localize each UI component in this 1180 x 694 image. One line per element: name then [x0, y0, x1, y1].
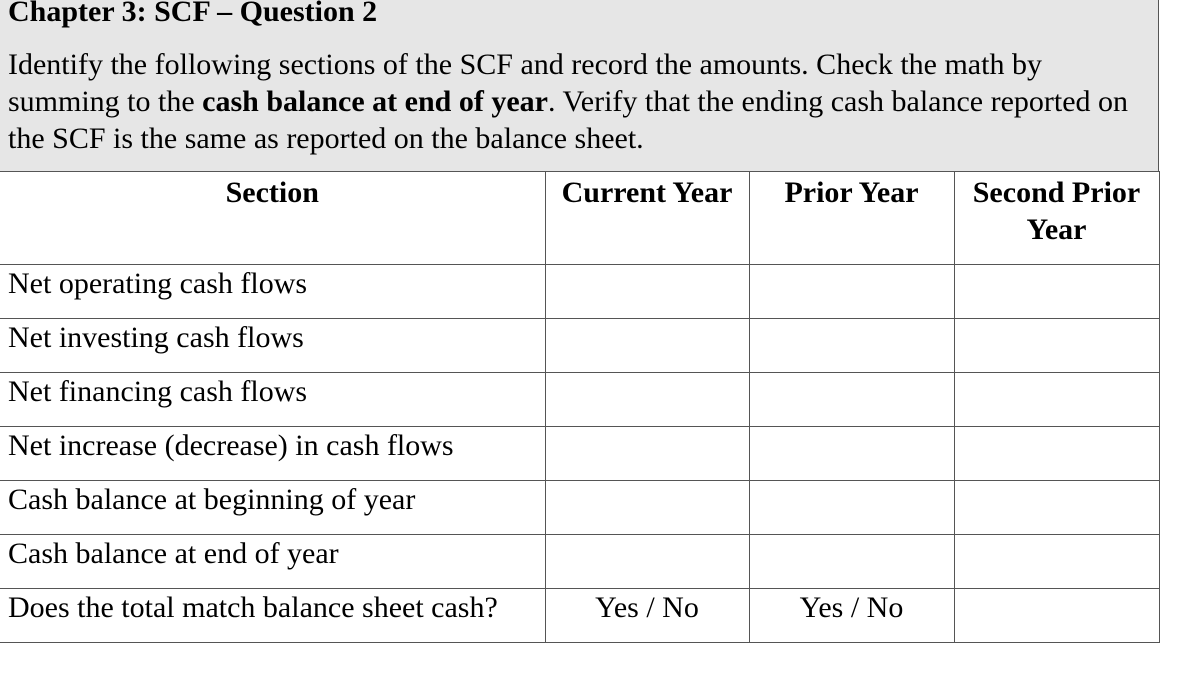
row-label: Does the total match balance sheet cash? [0, 589, 545, 643]
second-prior-year-cell[interactable] [954, 589, 1159, 643]
current-year-cell[interactable] [545, 481, 749, 535]
prior-year-cell[interactable] [749, 319, 954, 373]
instructions-bold: cash balance at end of year [202, 85, 548, 118]
question-header [0, 0, 1159, 172]
current-year-cell[interactable]: Yes / No [545, 589, 749, 643]
instructions-text-2: . Verify that the ending cash balance reported on the SCF is the same as reported on the balance sheet. [8, 85, 1129, 155]
row-label: Cash balance at end of year [0, 535, 545, 589]
table-row [0, 535, 1159, 589]
current-year-cell[interactable] [545, 319, 749, 373]
second-prior-year-cell[interactable] [954, 265, 1159, 319]
prior-year-cell[interactable] [749, 535, 954, 589]
table-row [0, 427, 1159, 481]
row-label: Net operating cash flows [0, 265, 545, 319]
prior-year-cell[interactable] [749, 481, 954, 535]
header-section: Section [0, 172, 545, 265]
current-year-cell[interactable] [545, 265, 749, 319]
header-current-year: Current Year [545, 172, 749, 265]
row-label: Net investing cash flows [0, 319, 545, 373]
second-prior-year-cell[interactable] [954, 481, 1159, 535]
second-prior-year-cell[interactable] [954, 319, 1159, 373]
table-row [0, 265, 1159, 319]
header-second-prior-year: Second Prior Year [954, 172, 1159, 265]
page-title: Chapter 3: SCF – Question 2 [8, 0, 378, 28]
table-row [0, 373, 1159, 427]
prior-year-cell[interactable]: Yes / No [749, 589, 954, 643]
prior-year-cell[interactable] [749, 373, 954, 427]
second-prior-year-cell[interactable] [954, 535, 1159, 589]
row-label: Net financing cash flows [0, 373, 545, 427]
prior-year-cell[interactable] [749, 427, 954, 481]
table-row [0, 481, 1159, 535]
second-prior-year-cell[interactable] [954, 373, 1159, 427]
table-row [0, 589, 1159, 643]
current-year-cell[interactable] [545, 373, 749, 427]
prior-year-cell[interactable] [749, 265, 954, 319]
row-label: Net increase (decrease) in cash flows [0, 427, 545, 481]
row-label: Cash balance at beginning of year [0, 481, 545, 535]
instructions [8, 46, 1148, 157]
current-year-cell[interactable] [545, 427, 749, 481]
header-row [0, 172, 1159, 265]
instructions-text-1: Identify the following sections of the SCF and record the amounts. Check the math by summing to the [8, 48, 1042, 118]
scf-table [0, 171, 1160, 643]
current-year-cell[interactable] [545, 535, 749, 589]
second-prior-year-cell[interactable] [954, 427, 1159, 481]
header-prior-year: Prior Year [749, 172, 954, 265]
table-row [0, 319, 1159, 373]
